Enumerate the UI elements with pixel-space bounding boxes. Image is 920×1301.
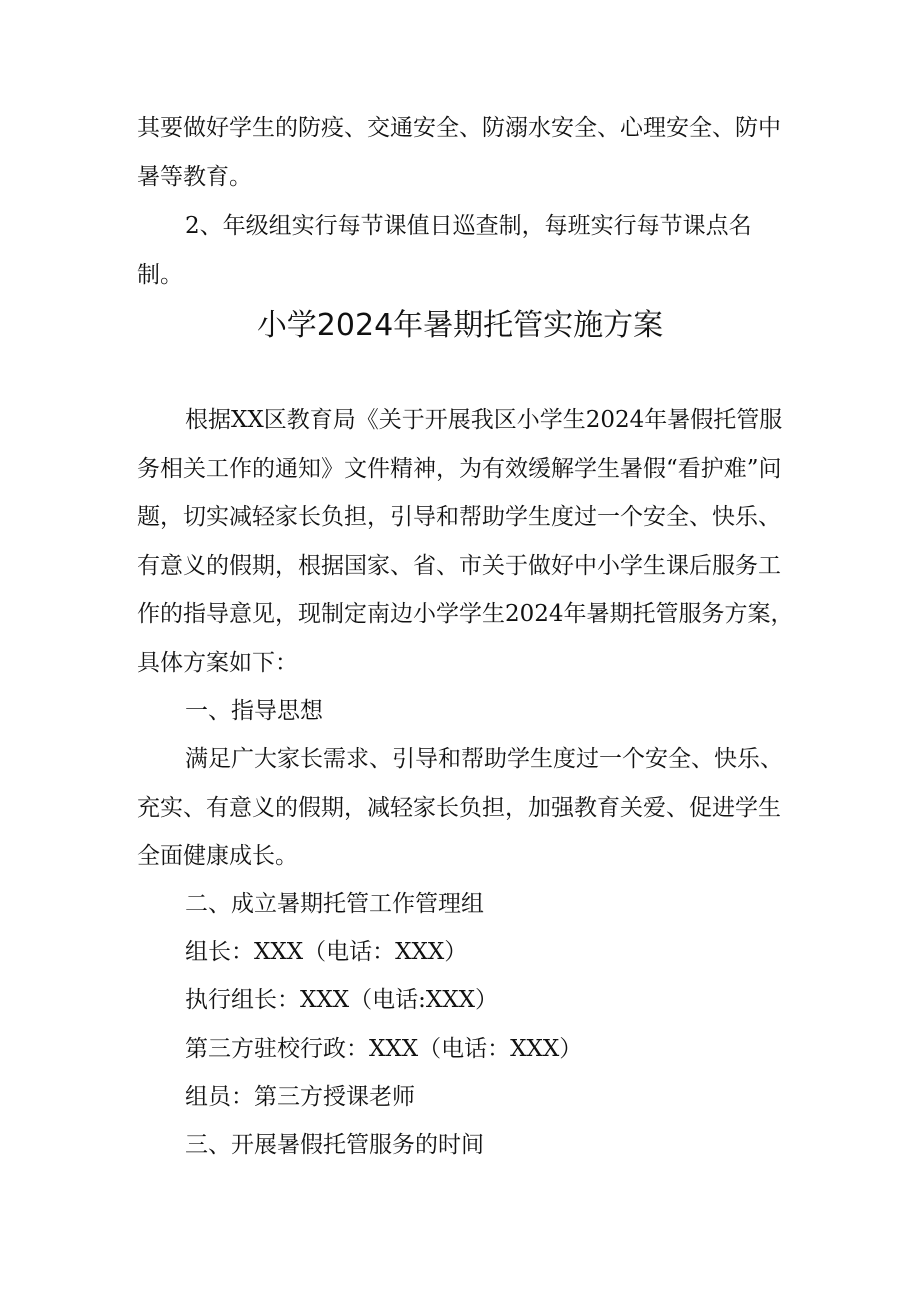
paragraph-inspection-rule: 2、年级组实行每节课值日巡查制，每班实行每节课点名制。 [137, 213, 752, 288]
group-members-line: 组员：第三方授课老师 [185, 1084, 415, 1110]
section1-body: 满足广大家长需求、引导和帮助学生度过一个安全、快乐、充实、有意义的假期，减轻家长负担，加强教育关爱、促进学生全面健康成长。 [137, 746, 783, 869]
document-title: 小学2024年暑期托管实施方案 [256, 308, 664, 343]
paragraph-intro: 根据XX区教育局《关于开展我区小学生2024年暑假托管服务相关工作的通知》文件精神，为有效缓解学生暑假“看护难”问题，切实减轻家长负担，引导和帮助学生度过一个安全、快乐、有意义的假期，根据国家、省、市关于做好中小学生课后服务工作的指导意见，现制定南边小学学生2024年暑期托管服务方案，具体方案如下： [137, 407, 794, 676]
executive-leader-line: 执行组长：XXX（电话:XXX） [185, 987, 498, 1013]
section3-heading: 三、开展暑假托管服务的时间 [185, 1132, 484, 1158]
group-leader-line: 组长：XXX（电话：XXX） [185, 939, 468, 965]
section2-heading: 二、成立暑期托管工作管理组 [185, 891, 484, 917]
paragraph-safety-education: 其要做好学生的防疫、交通安全、防溺水安全、心理安全、防中暑等教育。 [137, 115, 781, 190]
section1-heading: 一、指导思想 [185, 698, 323, 724]
third-party-admin-line: 第三方驻校行政：XXX（电话：XXX） [185, 1036, 583, 1062]
